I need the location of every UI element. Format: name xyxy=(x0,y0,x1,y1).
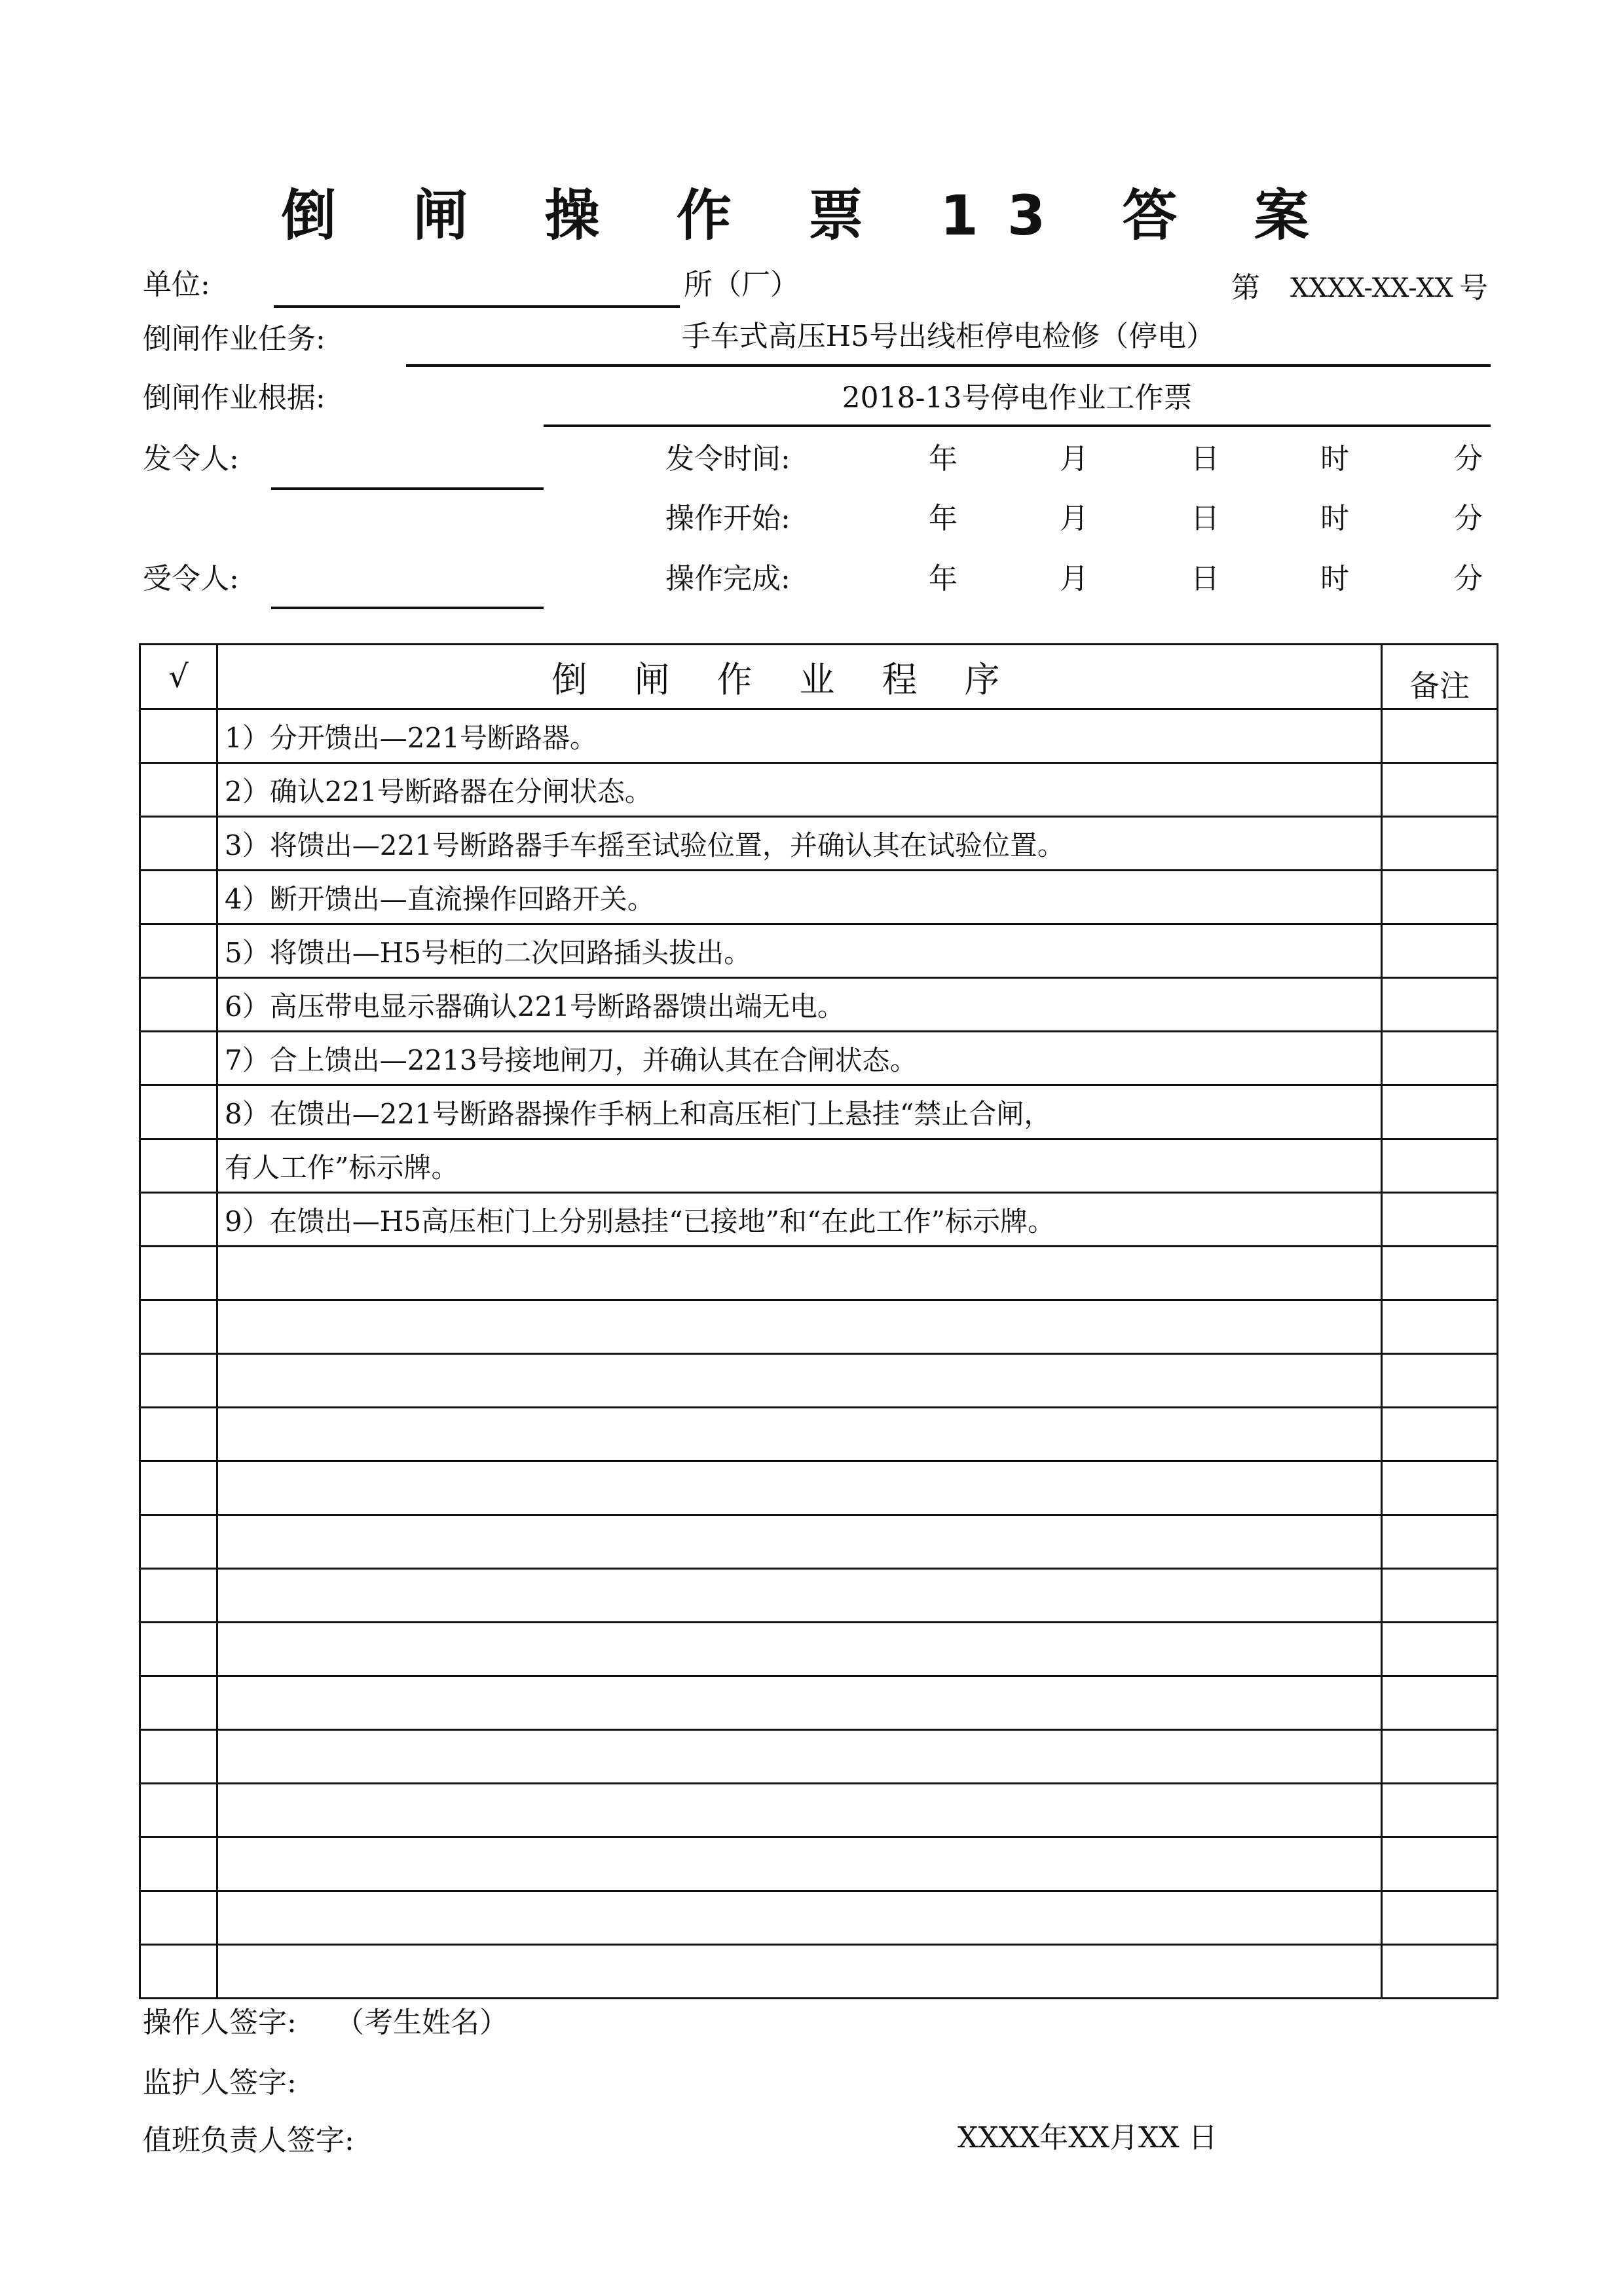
remark-cell[interactable] xyxy=(1382,1730,1498,1784)
receiver-field[interactable] xyxy=(271,607,544,609)
remark-cell[interactable] xyxy=(1382,1891,1498,1945)
remark-cell[interactable] xyxy=(1382,1032,1498,1085)
table-row xyxy=(140,1837,1498,1891)
table-row xyxy=(140,1300,1498,1354)
ticket-title: 倒 闸 操 作 票 13 答 案 xyxy=(281,183,1338,248)
table-row xyxy=(140,1569,1498,1623)
table-row xyxy=(140,1193,1498,1247)
remark-cell[interactable] xyxy=(1382,709,1498,763)
remark-cell[interactable] xyxy=(1382,1676,1498,1730)
check-cell[interactable] xyxy=(140,924,217,978)
remark-cell[interactable] xyxy=(1382,1354,1498,1408)
remark-cell[interactable] xyxy=(1382,1784,1498,1837)
table-row xyxy=(140,817,1498,871)
table-row xyxy=(140,1515,1498,1569)
check-cell[interactable] xyxy=(140,1784,217,1837)
issuer-field[interactable] xyxy=(271,487,544,490)
table-row xyxy=(140,1730,1498,1784)
remark-cell[interactable] xyxy=(1382,978,1498,1032)
duty-signature-label: 值班负责人签字: xyxy=(143,2124,354,2157)
month-unit: 月 xyxy=(1060,442,1089,476)
procedure-table xyxy=(139,643,1498,1999)
remark-cell[interactable] xyxy=(1382,924,1498,978)
table-row xyxy=(140,1354,1498,1408)
table-row xyxy=(140,871,1498,924)
day-unit: 日 xyxy=(1191,502,1219,535)
check-cell[interactable] xyxy=(140,1676,217,1730)
unit-suffix: 所（厂） xyxy=(684,268,799,301)
remark-cell[interactable] xyxy=(1382,1461,1498,1515)
ticket-number: XXXX-XX-XX xyxy=(1290,273,1454,303)
procedure-step-cell: 9）在馈出—H5高压柜门上分别悬挂“已接地”和“在此工作”标示牌。 xyxy=(217,1193,1382,1247)
hour-unit: 时 xyxy=(1320,562,1349,595)
day-unit: 日 xyxy=(1191,442,1219,476)
remark-cell[interactable] xyxy=(1382,871,1498,924)
day-unit: 日 xyxy=(1191,562,1219,595)
procedure-step-cell: 4）断开馈出—直流操作回路开关。 xyxy=(217,871,1382,924)
table-row xyxy=(140,763,1498,817)
procedure-step-cell: 有人工作”标示牌。 xyxy=(217,1139,1382,1193)
remark-cell[interactable] xyxy=(1382,1193,1498,1247)
procedure-step-cell: 8）在馈出—221号断路器操作手柄上和高压柜门上悬挂“禁止合闸， xyxy=(217,1085,1382,1139)
table-row xyxy=(140,1032,1498,1085)
receiver-label: 受令人: xyxy=(143,562,239,595)
table-row xyxy=(140,1139,1498,1193)
check-cell[interactable] xyxy=(140,1354,217,1408)
check-cell[interactable] xyxy=(140,871,217,924)
supervisor-signature-label: 监护人签字: xyxy=(143,2066,297,2099)
procedure-step-cell xyxy=(217,1784,1382,1837)
remark-cell[interactable] xyxy=(1382,1569,1498,1623)
procedure-step-cell xyxy=(217,1837,1382,1891)
procedure-step-cell xyxy=(217,1408,1382,1461)
ticket-number-prefix: 第 xyxy=(1231,271,1260,305)
minute-unit: 分 xyxy=(1454,442,1483,476)
check-cell[interactable] xyxy=(140,1300,217,1354)
table-header-row xyxy=(140,645,1498,709)
check-cell[interactable] xyxy=(140,817,217,871)
year-unit: 年 xyxy=(929,502,958,535)
remark-cell[interactable] xyxy=(1382,817,1498,871)
remark-cell[interactable] xyxy=(1382,1837,1498,1891)
issuer-label: 发令人: xyxy=(143,442,239,476)
check-cell[interactable] xyxy=(140,1945,217,1999)
table-row xyxy=(140,1461,1498,1515)
check-cell[interactable] xyxy=(140,1085,217,1139)
table-row xyxy=(140,924,1498,978)
procedure-step-cell xyxy=(217,1891,1382,1945)
procedure-step-cell: 2）确认221号断路器在分闸状态。 xyxy=(217,763,1382,817)
year-unit: 年 xyxy=(929,562,958,595)
check-cell[interactable] xyxy=(140,1247,217,1300)
table-row xyxy=(140,1408,1498,1461)
table-row xyxy=(140,709,1498,763)
check-cell[interactable] xyxy=(140,1623,217,1676)
check-cell[interactable] xyxy=(140,1515,217,1569)
table-row xyxy=(140,1085,1498,1139)
time-label: 操作完成: xyxy=(665,562,791,595)
table-row xyxy=(140,1784,1498,1837)
operator-signature-value: （考生姓名） xyxy=(335,2006,508,2039)
check-cell[interactable] xyxy=(140,763,217,817)
procedure-step-cell: 7）合上馈出—2213号接地闸刀，并确认其在合闸状态。 xyxy=(217,1032,1382,1085)
hour-unit: 时 xyxy=(1320,442,1349,476)
procedure-step-cell xyxy=(217,1945,1382,1999)
minute-unit: 分 xyxy=(1454,562,1483,595)
procedure-step-cell: 3）将馈出—221号断路器手车摇至试验位置，并确认其在试验位置。 xyxy=(217,817,1382,871)
basis-value: 2018-13号停电作业工作票 xyxy=(842,381,1193,415)
remark-cell[interactable] xyxy=(1382,1139,1498,1193)
check-cell[interactable] xyxy=(140,1461,217,1515)
operator-signature-label: 操作人签字: xyxy=(143,2006,297,2039)
time-label: 操作开始: xyxy=(665,502,791,535)
check-cell[interactable] xyxy=(140,1139,217,1193)
month-unit: 月 xyxy=(1060,502,1089,535)
remark-cell[interactable] xyxy=(1382,763,1498,817)
procedure-step-cell xyxy=(217,1676,1382,1730)
unit-label: 单位: xyxy=(143,268,210,301)
remark-cell[interactable] xyxy=(1382,1623,1498,1676)
check-cell[interactable] xyxy=(140,1837,217,1891)
procedure-step-cell xyxy=(217,1623,1382,1676)
check-cell[interactable] xyxy=(140,978,217,1032)
check-cell[interactable] xyxy=(140,1569,217,1623)
procedure-step-cell xyxy=(217,1300,1382,1354)
remark-cell[interactable] xyxy=(1382,1300,1498,1354)
check-cell[interactable] xyxy=(140,1730,217,1784)
task-underline xyxy=(406,364,1491,367)
check-cell[interactable] xyxy=(140,1408,217,1461)
procedure-step-cell xyxy=(217,1515,1382,1569)
unit-field[interactable] xyxy=(274,305,680,308)
check-cell[interactable] xyxy=(140,1032,217,1085)
remark-cell[interactable] xyxy=(1382,1247,1498,1300)
month-unit: 月 xyxy=(1060,562,1089,595)
procedure-step-cell: 6）高压带电显示器确认221号断路器馈出端无电。 xyxy=(217,978,1382,1032)
check-cell[interactable] xyxy=(140,1193,217,1247)
procedure-step-cell xyxy=(217,1247,1382,1300)
year-unit: 年 xyxy=(929,442,958,476)
basis-underline xyxy=(544,424,1491,427)
remark-column-header: 备注 xyxy=(1382,645,1498,709)
time-label: 发令时间: xyxy=(665,442,791,476)
hour-unit: 时 xyxy=(1320,502,1349,535)
signature-date: XXXX年XX月XX 日 xyxy=(958,2121,1218,2155)
procedure-step-cell xyxy=(217,1354,1382,1408)
task-value: 手车式高压H5号出线柜停电检修（停电） xyxy=(681,320,1216,353)
check-cell[interactable] xyxy=(140,1891,217,1945)
table-row xyxy=(140,1247,1498,1300)
table-row xyxy=(140,1623,1498,1676)
table-row xyxy=(140,1945,1498,1999)
remark-cell[interactable] xyxy=(1382,1085,1498,1139)
procedure-step-cell xyxy=(217,1461,1382,1515)
procedure-step-cell: 5）将馈出—H5号柜的二次回路插头拔出。 xyxy=(217,924,1382,978)
procedure-step-cell xyxy=(217,1569,1382,1623)
ticket-number-suffix: 号 xyxy=(1459,271,1488,305)
basis-label: 倒闸作业根据: xyxy=(143,381,326,415)
table-row xyxy=(140,1891,1498,1945)
task-label: 倒闸作业任务: xyxy=(143,322,326,356)
remark-cell[interactable] xyxy=(1382,1408,1498,1461)
check-cell[interactable] xyxy=(140,709,217,763)
remark-cell[interactable] xyxy=(1382,1515,1498,1569)
table-row xyxy=(140,978,1498,1032)
table-row xyxy=(140,1676,1498,1730)
procedure-step-cell: 1）分开馈出—221号断路器。 xyxy=(217,709,1382,763)
remark-cell[interactable] xyxy=(1382,1945,1498,1999)
procedure-step-cell xyxy=(217,1730,1382,1784)
procedure-column-header: 倒闸作业程序 xyxy=(217,645,1382,709)
check-column-header: √ xyxy=(140,645,217,709)
minute-unit: 分 xyxy=(1454,502,1483,535)
